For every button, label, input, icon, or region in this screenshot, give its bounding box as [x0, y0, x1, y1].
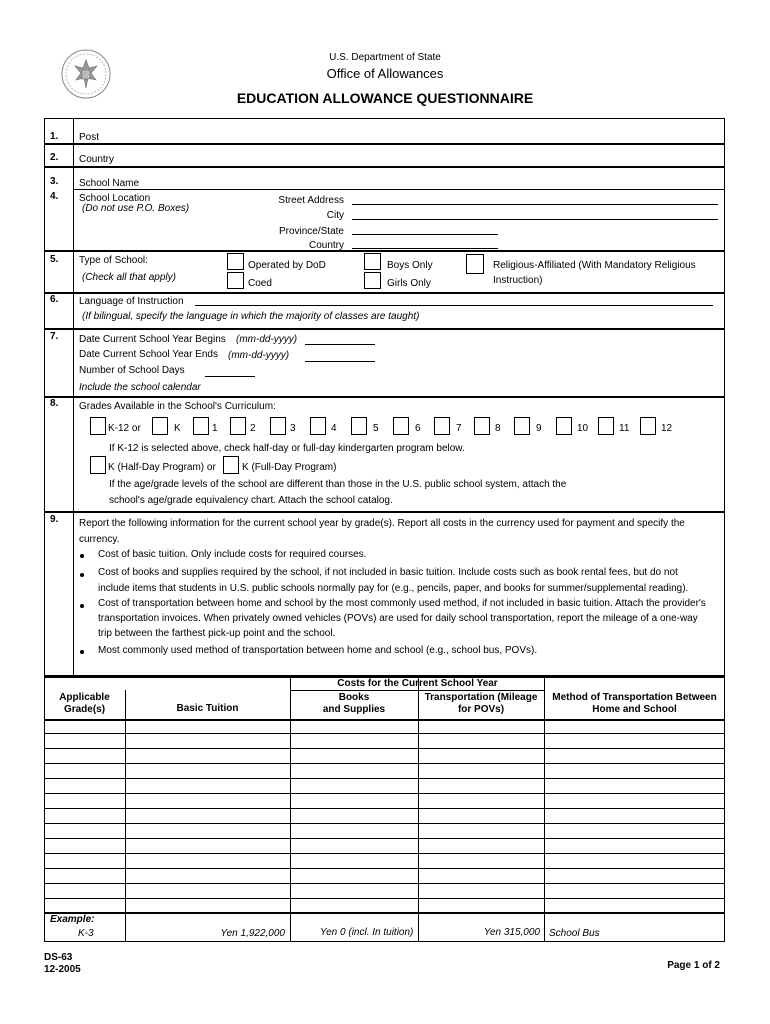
grade-label-12: 12	[661, 423, 673, 434]
grade-checkbox-3[interactable]	[270, 417, 286, 435]
grade-label-7: 7	[456, 423, 462, 434]
bullet-icon	[80, 554, 84, 558]
q9-number: 9.	[50, 514, 59, 525]
religious-label-line1: Religious-Affiliated (With Mandatory Religious	[493, 260, 696, 271]
language-input[interactable]	[195, 305, 713, 306]
grade-checkbox-12[interactable]	[640, 417, 656, 435]
city-label: City	[326, 210, 344, 221]
grade-label-4: 4	[331, 423, 337, 434]
grade-label-8: 8	[495, 423, 501, 434]
example-grade: K-3	[78, 928, 94, 939]
q4-number: 4.	[50, 191, 59, 202]
q9-intro-line1: Report the following information for the current school year by grade(s). Report all costs in the currency used for payment and specify the	[79, 518, 685, 529]
boys-only-label: Boys Only	[387, 260, 433, 271]
grade-checkbox-k12[interactable]	[90, 417, 106, 435]
q3-label: School Name	[79, 178, 140, 189]
dod-checkbox[interactable]	[227, 253, 244, 270]
table-row[interactable]	[44, 808, 725, 809]
coed-label: Coed	[248, 278, 272, 289]
year-begins-format: (mm-dd-yyyy)	[236, 334, 298, 345]
row-divider	[44, 396, 725, 398]
page-title: EDUCATION ALLOWANCE QUESTIONNAIRE	[236, 90, 534, 106]
row-divider	[44, 166, 725, 168]
q9-bullet3-line2: transportation invoices. When privately owned vehicles (POVs) are used for daily school transportation, report the mileage of a one-way	[98, 613, 698, 624]
q3-number: 3.	[50, 176, 59, 187]
grade-label-k12: K-12 or	[108, 423, 141, 434]
example-transport: Yen 315,000	[483, 927, 540, 938]
grade-checkbox-1[interactable]	[193, 417, 209, 435]
col-header-transport-line2: for POVs)	[457, 704, 505, 715]
q8-number: 8.	[50, 398, 59, 409]
col-header-method	[544, 692, 725, 716]
grade-checkbox-6[interactable]	[393, 417, 409, 435]
girls-only-label: Girls Only	[387, 278, 431, 289]
coed-checkbox[interactable]	[227, 272, 244, 289]
grade-label-2: 2	[250, 423, 256, 434]
religious-label-line2: Instruction)	[493, 275, 543, 286]
table-row[interactable]	[44, 763, 725, 764]
q9-bullet3-line3: trip between the farthest pick-up point and the school.	[98, 628, 336, 639]
location-country-input[interactable]	[352, 248, 498, 249]
q6-label: Language of Instruction	[79, 296, 184, 307]
grade-label-11: 11	[619, 423, 630, 434]
half-day-label: K (Half-Day Program) or	[108, 462, 216, 473]
q4-note: (Do not use P.O. Boxes)	[82, 203, 190, 214]
q2-number: 2.	[50, 152, 59, 163]
form-date: 12-2005	[44, 964, 81, 975]
bullet-icon	[80, 604, 84, 608]
table-row[interactable]	[44, 883, 725, 884]
q8-note-line1: If the age/grade levels of the school are different than those in the U.S. public school system, attach the	[109, 479, 567, 490]
bullet-icon	[80, 573, 84, 577]
q4-label: School Location	[79, 193, 151, 204]
province-input[interactable]	[352, 234, 498, 235]
row-divider	[44, 250, 725, 252]
grade-label-9: 9	[536, 423, 542, 434]
col-header-books	[290, 692, 418, 716]
row-divider	[44, 328, 725, 330]
col-header-books-line1: Books	[338, 692, 370, 703]
table-col-divider	[544, 676, 545, 942]
q6-number: 6.	[50, 294, 59, 305]
school-days-input[interactable]	[205, 376, 255, 377]
grade-label-10: 10	[577, 423, 589, 434]
grade-checkbox-9[interactable]	[514, 417, 530, 435]
grade-label-k: K	[174, 423, 181, 434]
q9-bullet4: Most commonly used method of transportation between home and school (e.g., school bus, POVs).	[98, 645, 538, 656]
q9-bullet2-line1: Cost of books and supplies required by the school, if not included in basic tuition. Include costs such as book rental fees, but do not	[98, 567, 678, 578]
grade-checkbox-4[interactable]	[310, 417, 326, 435]
table-row[interactable]	[44, 838, 725, 839]
table-row[interactable]	[44, 823, 725, 824]
grade-checkbox-11[interactable]	[598, 417, 614, 435]
grade-label-3: 3	[290, 423, 296, 434]
year-begins-input[interactable]	[305, 344, 375, 345]
full-day-label: K (Full-Day Program)	[242, 462, 337, 473]
page-number: Page 1 of 2	[667, 960, 720, 971]
q7-note: Include the school calendar	[79, 382, 201, 393]
school-days-label: Number of School Days	[79, 365, 185, 376]
form-number: DS-63	[44, 952, 73, 963]
grade-checkbox-k[interactable]	[152, 417, 168, 435]
street-input[interactable]	[352, 204, 718, 205]
col-header-grades	[44, 692, 125, 716]
location-country-label: Country	[308, 240, 344, 251]
year-ends-label: Date Current School Year Ends	[79, 349, 218, 360]
q5-note: (Check all that apply)	[82, 272, 176, 283]
grade-checkbox-10[interactable]	[556, 417, 572, 435]
office-name: Office of Allowances	[326, 66, 444, 81]
row-divider	[44, 511, 725, 513]
col-header-transport-line1: Transportation (Mileage	[424, 692, 538, 703]
col-header-grades-line2: Grade(s)	[63, 704, 106, 715]
year-ends-input[interactable]	[305, 361, 375, 362]
dod-label: Operated by DoD	[248, 260, 326, 271]
table-header-divider	[44, 719, 725, 721]
table-row[interactable]	[44, 793, 725, 794]
example-label: Example:	[50, 914, 95, 925]
bullet-icon	[80, 650, 84, 654]
example-tuition: Yen 1,922,000	[220, 928, 285, 939]
q2-label: Country	[79, 154, 115, 165]
post-field[interactable]	[110, 124, 720, 142]
col-header-transport	[418, 692, 544, 716]
table-col-divider	[418, 676, 419, 942]
table-row[interactable]	[44, 898, 725, 899]
example-row-divider	[44, 912, 725, 914]
table-col-divider	[290, 676, 291, 690]
year-begins-label: Date Current School Year Begins	[79, 334, 226, 345]
q5-number: 5.	[50, 254, 59, 265]
table-row[interactable]	[44, 853, 725, 854]
example-method: School Bus	[549, 928, 600, 939]
q8-label: Grades Available in the School's Curriculum:	[79, 401, 276, 412]
q1-number: 1.	[50, 131, 59, 142]
grade-label-1: 1	[212, 423, 218, 434]
q9-bullet1: Cost of basic tuition. Only include costs for required courses.	[98, 549, 367, 560]
table-group-header: Costs for the Current School Year	[337, 678, 498, 689]
col-header-method-line1: Method of Transportation Between	[552, 692, 717, 703]
q6-note: (If bilingual, specify the language in which the majority of classes are taught)	[82, 311, 420, 322]
street-label: Street Address	[278, 195, 344, 206]
q9-intro-line2: currency.	[79, 534, 120, 545]
q7-number: 7.	[50, 331, 59, 342]
col-header-method-line2: Home and School	[592, 704, 677, 715]
year-ends-format: (mm-dd-yyyy)	[228, 350, 290, 361]
grade-label-6: 6	[415, 423, 421, 434]
religious-checkbox[interactable]	[466, 254, 484, 274]
row-divider	[44, 292, 725, 294]
department-name: U.S. Department of State	[329, 52, 441, 63]
q9-bullet2-line2: include items that students in U.S. public schools normally pay for (e.g., pencils, paper, and books for summer/supplemental reading).	[98, 583, 689, 594]
table-row[interactable]	[44, 733, 725, 734]
girls-only-checkbox[interactable]	[364, 272, 381, 289]
grade-checkbox-7[interactable]	[434, 417, 450, 435]
grade-checkbox-5[interactable]	[351, 417, 367, 435]
row-divider	[44, 143, 725, 145]
grade-checkbox-2[interactable]	[230, 417, 246, 435]
col-header-books-line2: and Supplies	[322, 704, 386, 715]
boys-only-checkbox[interactable]	[364, 253, 381, 270]
table-col-divider	[125, 690, 126, 942]
table-row[interactable]	[44, 778, 725, 779]
q9-bullet3-line1: Cost of transportation between home and school by the most commonly used method, if not included in basic tuition. Attach the provider's	[98, 598, 706, 609]
grade-label-5: 5	[373, 423, 379, 434]
example-books: Yen 0 (incl. In tuition)	[320, 927, 414, 938]
col-header-grades-line1: Applicable	[59, 692, 110, 703]
province-label: Province/State	[278, 226, 344, 237]
q8-note-line2: school's age/grade equivalency chart. Attach the school catalog.	[109, 495, 393, 506]
country-field[interactable]	[120, 147, 720, 165]
col-header-tuition: Basic Tuition	[176, 703, 239, 714]
table-col-divider	[290, 690, 291, 942]
table-row[interactable]	[44, 748, 725, 749]
q1-label: Post	[79, 132, 100, 143]
table-row[interactable]	[44, 868, 725, 869]
full-day-checkbox[interactable]	[223, 456, 239, 474]
half-day-checkbox[interactable]	[90, 456, 106, 474]
k12-note: If K-12 is selected above, check half-day or full-day kindergarten program below.	[109, 443, 465, 454]
city-input[interactable]	[352, 219, 718, 220]
grade-checkbox-8[interactable]	[474, 417, 490, 435]
school-name-field[interactable]	[145, 170, 720, 188]
school-name-underline	[74, 189, 725, 190]
q5-label: Type of School:	[79, 255, 148, 266]
